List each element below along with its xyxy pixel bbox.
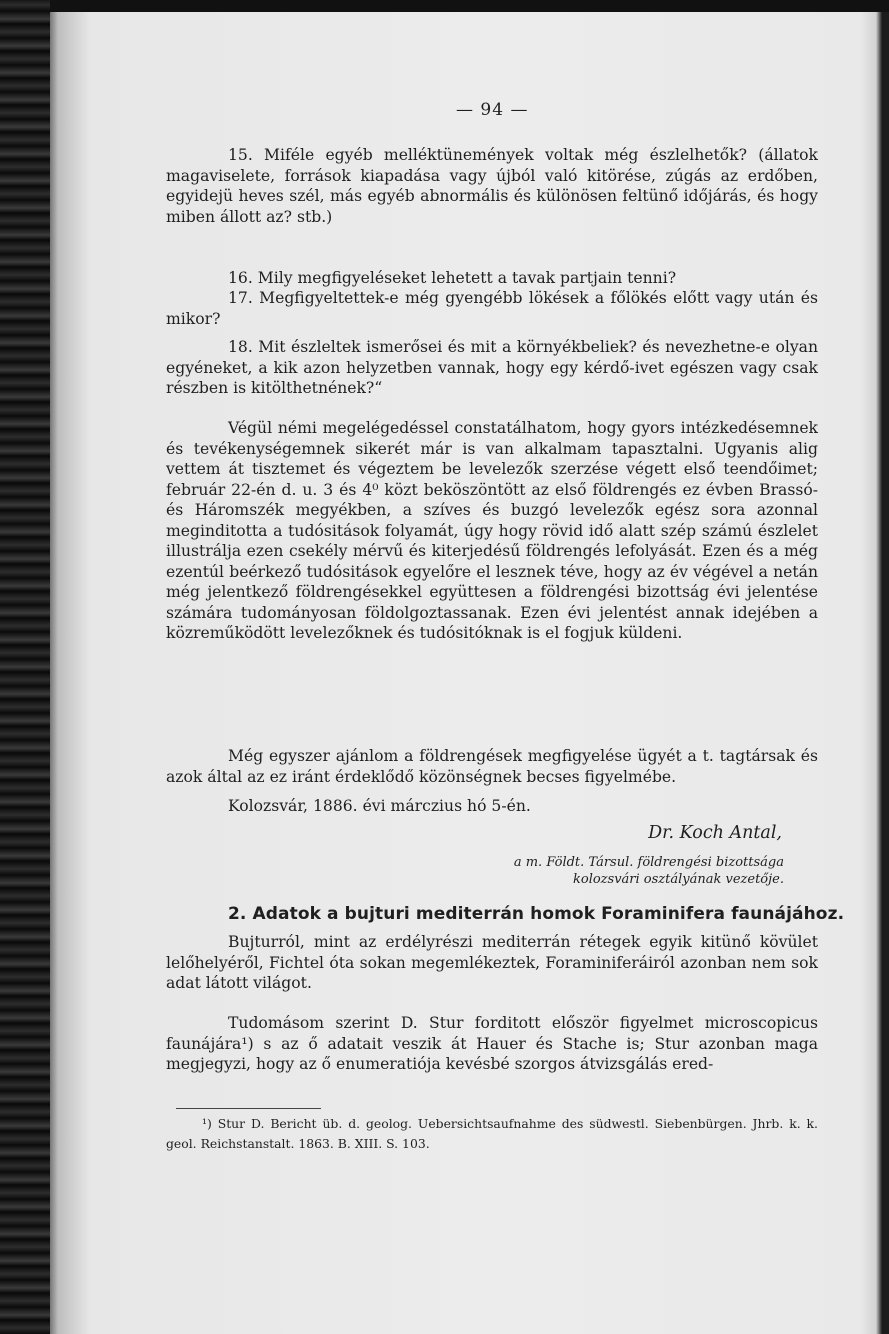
question-16: 16. Mily megfigyeléseket lehetett a tavak partjain tenni? — [228, 269, 677, 287]
footnote: ¹) Stur D. Bericht üb. d. geolog. Uebersichtsaufnahme des südwestl. Siebenbürgen. Jhrb. k. k. geol. Reichstanstalt. 1863. B. XIII. S. 103. — [166, 1116, 818, 1151]
paragraph-recommendation: Még egyszer ajánlom a földrengések megfigyelése ügyét a t. tagtársak és azok által az ez iránt érdeklődő közönségnek becses figyelmébe. — [166, 747, 818, 786]
signature-name: Dr. Koch Antal, — [648, 823, 782, 843]
page-number: — 94 — — [456, 100, 529, 120]
section-paragraph-1: Bujturról, mint az erdélyrészi mediterrán rétegek egyik kitünő kövület lelőhelyéről, Fichtel óta sokan megemlékeztek, Foraminiferáiról azonban nem sok adat látott világot. — [166, 933, 818, 993]
section-heading: 2. Adatok a bujturi mediterrán homok Foraminifera faunájához. — [228, 904, 845, 924]
document-page — [166, 0, 845, 1334]
place-date-line: Kolozsvár, 1886. évi márczius hó 5-én. — [228, 797, 531, 815]
book-spine-edge — [0, 0, 50, 1334]
signature-title-line1: a m. Földt. Társul. földrengési bizottsága — [513, 855, 784, 870]
section-paragraph-2: Tudomásom szerint D. Stur forditott először figyelmet microscopicus faunájára¹) s az ő adatait veszik át Hauer és Stache is; Stur azonban maga megjegyzi, hogy az ő enumeratiója kevésbé szorgos átvizsgálás ered- — [166, 1014, 818, 1074]
footnote-divider — [176, 1108, 321, 1109]
question-18: 18. Mit észleltek ismerősei és mit a környékbeliek? és nevezhetne-e olyan egyéneket, a kik azon helyzetben vannak, hogy egy kérdő-ivet egészen vagy csak részben is kitölthetnének?“ — [166, 338, 818, 398]
question-17: 17. Megfigyeltettek-e még gyengébb lökések a főlökés előtt vagy után és mikor? — [166, 289, 818, 328]
question-15: 15. Miféle egyéb melléktünemények voltak még észlelhetők? (állatok magaviselete, források kiapadása vagy újból való kitörése, zúgás az erdőben, egyidejü heves szél, más egyéb abnormális és különösen feltünő időjárás, és hogy miben állott az? stb.) — [166, 146, 818, 226]
paragraph-closing-remarks: Végül némi megelégedéssel constatálhatom, hogy gyors intézkedésemnek és tevékenységemnek sikerét már is van alkalmam tapasztalni. Ugyanis alig vettem át tisztemet és végeztem be levelezők szerzése végett első teendőimet; február 22-én d. u. 3 és 4⁰ közt beköszöntött az első földrengés ez évben Brassó- és Háromszék megyékben, a szíves és buzgó levelezők egész sora azonnal meginditotta a tudósitások folyamát, úgy hogy rövid idő alatt szép számú észlelet illustrálja ezen csekély mérvű és kiterjedésű földrengés lefolyását. Ezen és a még ezentúl beérkező tudósitások egyelőre el lesznek téve, hogy az év végével a netán még jelentkező földrengésekkel együttesen a földrengési bizottság évi jelentése számára tudományosan földolgoztassanak. Ezen évi jelentést annak idejében a közreműködött levelezőknek és tudósitóknak is el fogjuk küldeni. — [166, 419, 818, 643]
signature-title — [514, 854, 784, 888]
signature-title-line2: kolozsvári osztályának vezetője. — [572, 872, 784, 887]
